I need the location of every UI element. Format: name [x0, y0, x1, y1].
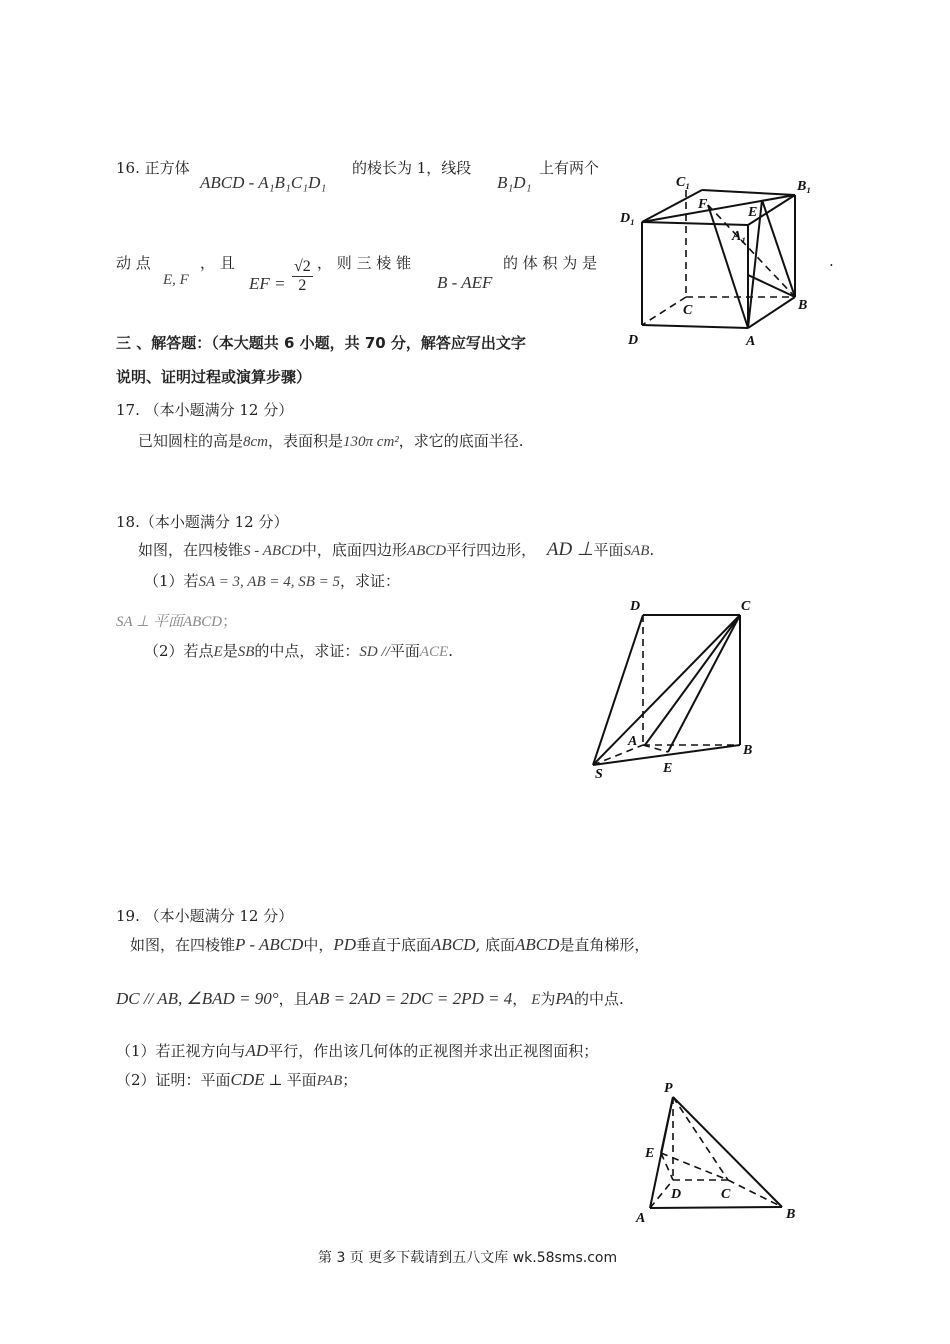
q17-area: 130π cm²: [343, 434, 399, 450]
fig16-label-c: C: [683, 303, 693, 318]
q19-l1i: 是直角梯形，: [559, 936, 650, 954]
q17-line: [138, 430, 524, 451]
q19-p1c: 平行，作出该几何体的正视图并求出正视图面积；: [268, 1042, 599, 1060]
q16-points: E, F: [163, 272, 189, 288]
q18-plane-sab: SAB: [623, 543, 650, 559]
fig18-label-s: S: [595, 767, 603, 782]
q18-p2-sb: SB: [237, 644, 255, 660]
q16-text2: 上有两个: [539, 159, 600, 177]
q16-segment: B₁D₁: [497, 173, 532, 192]
q18-p1d: SA ⊥ 平面ABCD: [116, 614, 223, 630]
q19-part2: [116, 1069, 357, 1090]
fig18-label-e: E: [663, 761, 673, 776]
q18-part1-claim: [116, 610, 237, 631]
q19-pd: PD: [333, 935, 357, 954]
q17-text2: ，表面积是: [268, 432, 344, 450]
q19-base2: ABCD: [514, 935, 560, 954]
q19-l2d: ，: [512, 990, 528, 1008]
q19-point-e: E: [531, 992, 541, 1008]
q17-header: 17. （本小题满分 12 分）: [116, 401, 294, 419]
q17-text3: ，求它的底面半径.: [398, 432, 524, 450]
fig16-label-b: B: [798, 298, 808, 313]
q18-l1g: 平面: [593, 541, 624, 559]
q18-l1c: 中，底面四边形: [301, 541, 407, 559]
q18-p1-lengths: SA = 3, AB = 4, SB = 5: [198, 574, 341, 590]
fig16-label-f: F: [698, 197, 708, 212]
q16-text4: ， 且: [200, 254, 235, 272]
q18-p2-sd: SD //: [359, 644, 390, 660]
q18-l1e: 平行四边形，: [446, 541, 537, 559]
fig16-label-c1: C₁: [676, 175, 691, 190]
q19-p1a: （1）若正视方向与: [116, 1042, 246, 1060]
q17-height: 8cm: [243, 434, 269, 450]
q17-text1: 已知圆柱的高是: [138, 432, 244, 450]
fig19-label-e: E: [645, 1146, 655, 1161]
q19-l2f: 为: [540, 990, 556, 1008]
q19-l1e: 垂直于底面: [356, 936, 432, 954]
fig16-label-b1: B₁: [797, 179, 812, 194]
fig16-label-d1: D₁: [620, 211, 635, 226]
q16-text5: ， 则 三 棱 锥: [317, 254, 412, 272]
q18-p2e: 的中点，求证：: [254, 642, 360, 660]
page-footer: 第 3 页 更多下载请到五八文库 wk.58sms.com: [318, 1250, 618, 1266]
section3-heading-line1: 三 、解答题：（本大题共 6 小题，共 70 分，解答应写出文字: [116, 334, 526, 352]
q19-l1g: , 底面: [475, 936, 515, 954]
fig19-label-b: B: [786, 1207, 796, 1222]
fig19-label-c: C: [721, 1187, 731, 1202]
q19-l1c: 中，: [303, 936, 334, 954]
fig18-label-c: C: [741, 599, 751, 614]
q18-p2g: 平面: [389, 642, 420, 660]
q19-l1a: 如图，在四棱锥: [130, 936, 236, 954]
q18-p1a: （1）若: [144, 572, 199, 590]
q18-p2c: 是: [222, 642, 238, 660]
q19-l2b: ，且: [278, 990, 309, 1008]
q16-pyramid: B - AEF: [437, 273, 493, 292]
section3-heading-line2: 说明、证明过程或演算步骤）: [116, 368, 312, 386]
q18-pyramid: S - ABCD: [243, 543, 302, 559]
q19-header: 19. （本小题满分 12 分）: [116, 907, 294, 925]
q19-p2-perp: ⊥: [268, 1071, 283, 1089]
q19-pyramid-figure: [630, 1078, 810, 1228]
q18-p1e: ；: [222, 614, 238, 630]
q16-ef-fraction: [292, 258, 313, 295]
q19-pa: PA: [555, 989, 574, 1008]
q16-number: 16. 正方体: [116, 159, 190, 177]
q19-p2-cde: CDE: [230, 1070, 265, 1089]
q19-line1: [130, 934, 649, 955]
fig18-label-d: D: [630, 599, 641, 614]
q18-p1c: ，求证：: [340, 572, 401, 590]
q19-conditions: DC // AB, ∠BAD = 90°: [116, 989, 279, 1008]
q19-p2a: （2）证明：平面: [116, 1071, 231, 1089]
q19-p2f: ；: [342, 1071, 358, 1089]
q18-part1: [144, 570, 400, 591]
q19-base1: ABCD: [431, 935, 476, 954]
fig18-label-b: B: [743, 743, 753, 758]
q18-base: ABCD: [406, 543, 447, 559]
q19-lengths: AB = 2AD = 2DC = 2PD = 4: [308, 989, 513, 1008]
q19-p1-ad: AD: [245, 1041, 269, 1060]
q19-pyramid: P - ABCD: [235, 935, 304, 954]
q19-part1: [116, 1040, 598, 1061]
q19-line2: [116, 988, 624, 1009]
fig16-label-d: D: [628, 333, 639, 348]
q16-ef-numerator: √2: [294, 258, 311, 275]
q16-cube-name: ABCD - A₁B₁C₁D₁: [200, 173, 327, 192]
q18-part2: [144, 640, 453, 661]
q16-cube-figure: [615, 168, 825, 348]
q19-p2d: 平面: [286, 1071, 317, 1089]
q19-p2-pab: PAB: [316, 1073, 343, 1089]
fig19-label-p: P: [664, 1081, 673, 1096]
q18-p2a: （2）若点: [144, 642, 214, 660]
fig16-label-a1: A₁: [732, 229, 747, 244]
fig16-label-a: A: [746, 334, 756, 348]
q18-line1: [138, 538, 654, 561]
q18-p2-ace: ACE: [419, 644, 449, 660]
q16-text1: 的棱长为 1，线段: [352, 159, 472, 177]
q18-p2-point-e: E: [213, 644, 223, 660]
fig16-label-e: E: [748, 205, 758, 220]
q16-ef-lhs: EF =: [249, 274, 286, 293]
q18-ad-perp: AD ⊥: [546, 539, 594, 560]
q19-l2h: 的中点.: [573, 990, 624, 1008]
q18-pyramid-figure: [585, 595, 760, 785]
q16-text3: 动 点: [116, 254, 151, 272]
fig19-label-a: A: [636, 1211, 646, 1226]
fig19-label-d: D: [671, 1187, 682, 1202]
q18-l1a: 如图，在四棱锥: [138, 541, 244, 559]
q16-ef-denominator: 2: [298, 277, 307, 294]
q18-p2i: .: [448, 642, 453, 660]
q18-l1i: .: [649, 541, 655, 559]
q18-header: 18.（本小题满分 12 分）: [116, 513, 289, 531]
fig18-label-a: A: [628, 734, 638, 749]
q16-text6: 的 体 积 为 是: [503, 254, 598, 272]
q16-blank-dot: .: [829, 252, 834, 270]
